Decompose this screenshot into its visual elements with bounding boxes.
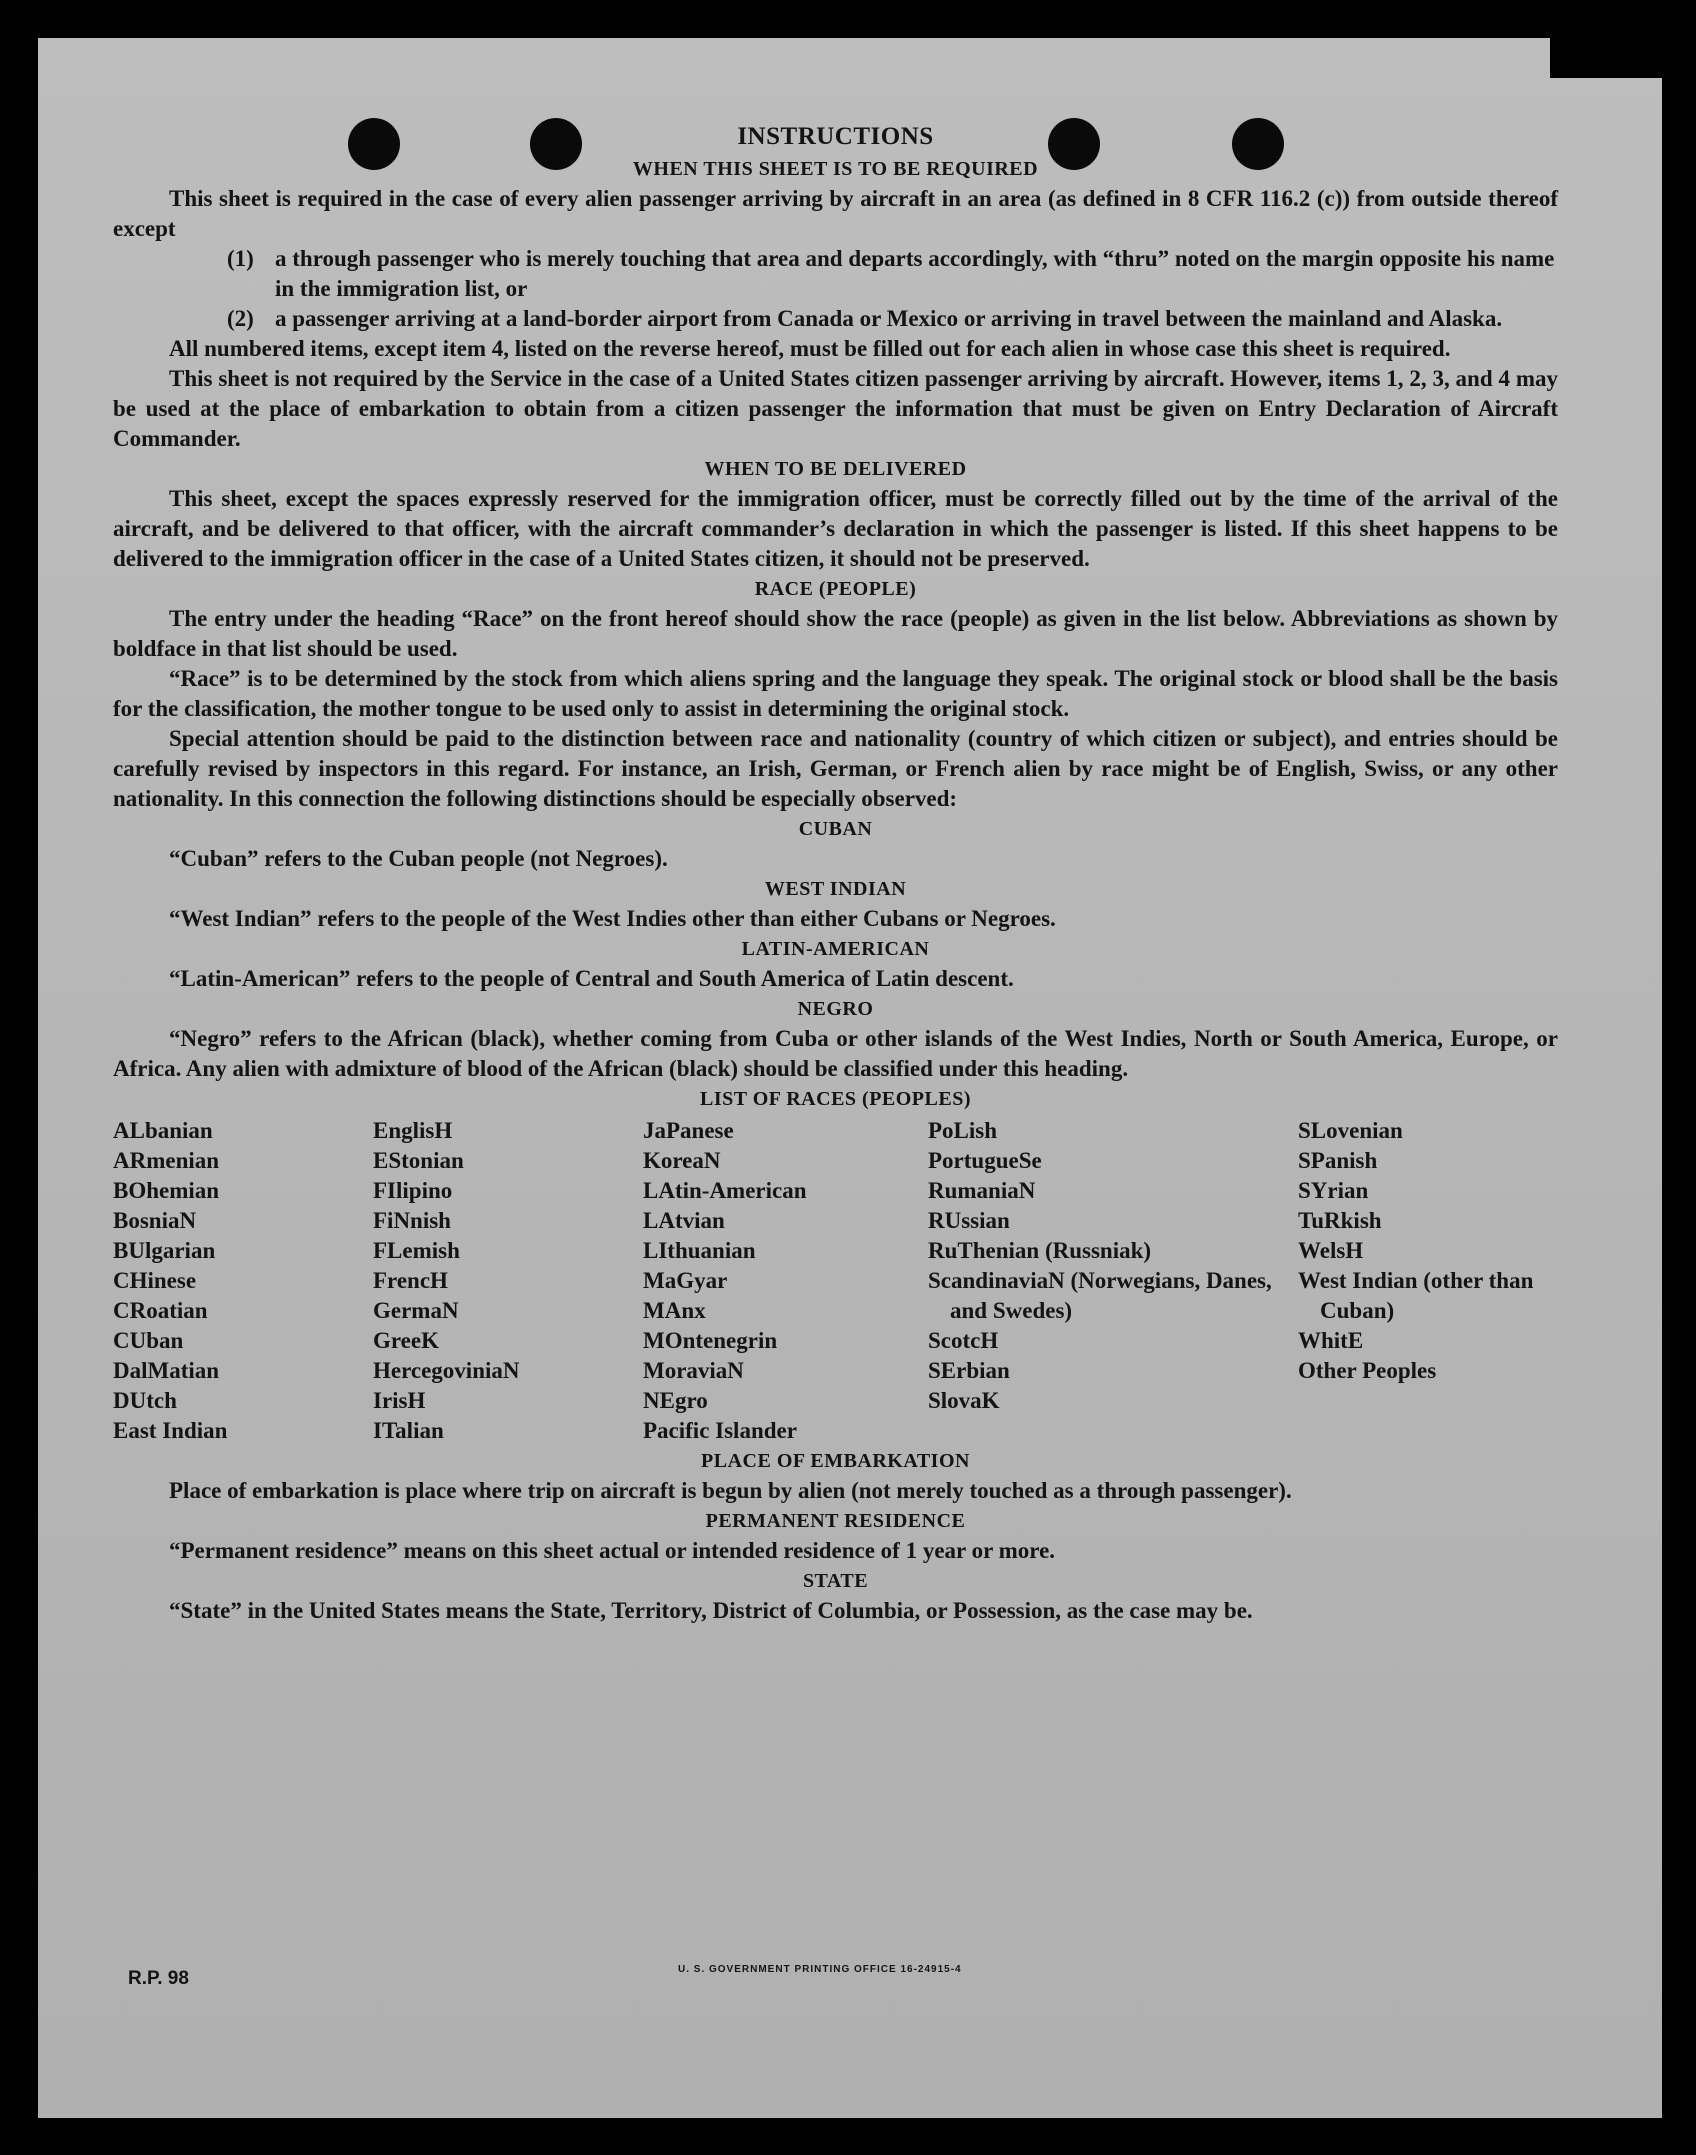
west-indian-definition: “West Indian” refers to the people of the West Indies other than either Cubans or Negroes.	[169, 906, 1056, 931]
heading-when-required: WHEN THIS SHEET IS TO BE REQUIRED	[632, 158, 1039, 180]
race-entry: East Indian	[113, 1418, 228, 1443]
heading-embarkation: PLACE OF EMBARKATION	[701, 1450, 970, 1472]
race-entry: RumaniaN	[928, 1178, 1036, 1203]
race-entry: SPanish	[1298, 1148, 1378, 1173]
race-entry: Other Peoples	[1298, 1358, 1437, 1383]
race-entry: FLemish	[373, 1238, 460, 1263]
printer-imprint: U. S. GOVERNMENT PRINTING OFFICE 16-24915-4	[678, 1964, 962, 1975]
heading-residence: PERMANENT RESIDENCE	[705, 1510, 966, 1532]
heading-latin-american: LATIN-AMERICAN	[741, 938, 930, 960]
races-column	[113, 1116, 373, 1446]
race-entry: CHinese	[113, 1268, 197, 1293]
race-entry: WelsH	[1298, 1238, 1364, 1263]
heading-west-indian: WEST INDIAN	[764, 878, 907, 900]
race-entry: WhitE	[1298, 1328, 1364, 1353]
state-definition: “State” in the United States means the State, Territory, District of Columbia, or Possession, as the case may be.	[169, 1598, 1253, 1623]
race-entry: MAnx	[643, 1298, 706, 1323]
race-paragraph-1: The entry under the heading “Race” on the front hereof should show the race (people) as given in the list below. Abbreviations as shown by boldface in that list should be used.	[113, 606, 1558, 661]
cuban-definition: “Cuban” refers to the Cuban people (not Negroes).	[169, 846, 668, 871]
race-entry: GreeK	[373, 1328, 439, 1353]
corner-notch	[1550, 38, 1662, 78]
exception-text: a passenger arriving at a land-border airport from Canada or Mexico or arriving in travel between the mainland and Alaska.	[275, 306, 1503, 331]
race-entry: Pacific Islander	[643, 1418, 797, 1443]
race-entry: EStonian	[373, 1148, 464, 1173]
race-entry: KoreaN	[643, 1148, 721, 1173]
race-entry: FrencH	[373, 1268, 448, 1293]
delivery-paragraph: This sheet, except the spaces expressly reserved for the immigration officer, must be correctly filled out by the time of the arrival of the aircraft, and be delivered to that officer, with the aircraft commander’s declaration in which the passenger is listed. If this sheet happens to be delivered to the immigration officer in the case of a United States citizen, it should not be preserved.	[113, 486, 1558, 571]
heading-negro: NEGRO	[797, 998, 874, 1020]
heading-race: RACE (PEOPLE)	[754, 578, 917, 600]
race-entry: EnglisH	[373, 1118, 453, 1143]
race-entry: HercegoviniaN	[373, 1358, 520, 1383]
race-entry: MoraviaN	[643, 1358, 744, 1383]
exception-number: (1)	[227, 246, 254, 271]
races-column	[373, 1116, 643, 1446]
race-entry: SYrian	[1298, 1178, 1369, 1203]
race-entry: ScandinaviaN (Norwegians, Danes, and Swedes)	[928, 1268, 1272, 1323]
races-list	[113, 1116, 1558, 1446]
race-entry: TuRkish	[1298, 1208, 1382, 1233]
races-column	[928, 1116, 1298, 1446]
race-entry: RuThenian (Russniak)	[928, 1238, 1152, 1263]
races-column	[643, 1116, 928, 1446]
exception-text: a through passenger who is merely touching that area and departs accordingly, with “thru” noted on the margin opposite his name in the immigration list, or	[275, 246, 1555, 301]
race-entry: CUban	[113, 1328, 184, 1353]
race-entry: SLovenian	[1298, 1118, 1403, 1143]
heading-list-of-races: LIST OF RACES (PEOPLES)	[699, 1088, 971, 1110]
race-entry: IrisH	[373, 1388, 426, 1413]
race-entry: ScotcH	[928, 1328, 999, 1353]
document-page	[38, 38, 1662, 2118]
race-entry: SlovaK	[928, 1388, 1000, 1413]
race-entry: ITalian	[373, 1418, 444, 1443]
race-entry: PortugueSe	[928, 1148, 1042, 1173]
race-entry: LAtvian	[643, 1208, 725, 1233]
form-number: R.P. 98	[128, 1968, 189, 1989]
when-required-intro: This sheet is required in the case of every alien passenger arriving by aircraft in an area (as defined in 8 CFR 116.2 (c)) from outside thereof except	[113, 186, 1558, 241]
race-entry: GermaN	[373, 1298, 459, 1323]
citizen-paragraph: This sheet is not required by the Service in the case of a United States citizen passenger arriving by aircraft. However, items 1, 2, 3, and 4 may be used at the place of embarkation to obtain from a citizen passenger the information that must be given on Entry Declaration of Aircraft Commander.	[113, 366, 1558, 451]
race-entry: LIthuanian	[643, 1238, 756, 1263]
heading-state: STATE	[802, 1570, 869, 1592]
race-entry: RUssian	[928, 1208, 1010, 1233]
heading-cuban: CUBAN	[798, 818, 873, 840]
exception-item	[113, 304, 1558, 334]
residence-definition: “Permanent residence” means on this sheet actual or intended residence of 1 year or more.	[169, 1538, 1056, 1563]
race-entry: CRoatian	[113, 1298, 208, 1323]
exception-item	[113, 244, 1558, 304]
race-entry: LAtin-American	[643, 1178, 807, 1203]
page-title: INSTRUCTIONS	[737, 123, 934, 150]
race-entry: JaPanese	[643, 1118, 734, 1143]
race-entry: ALbanian	[113, 1118, 213, 1143]
race-entry: West Indian (other than Cuban)	[1298, 1268, 1534, 1323]
race-entry: BOhemian	[113, 1178, 220, 1203]
instructions-content	[113, 120, 1558, 1626]
heading-when-delivered: WHEN TO BE DELIVERED	[704, 458, 967, 480]
race-entry: DUtch	[113, 1388, 177, 1413]
race-entry: DalMatian	[113, 1358, 220, 1383]
exception-number: (2)	[227, 306, 254, 331]
race-entry: ARmenian	[113, 1148, 220, 1173]
race-paragraph-3: Special attention should be paid to the distinction between race and nationality (country of which citizen or subject), and entries should be carefully revised by inspectors in this regard. For instance, an Irish, German, or French alien by race might be of English, Swiss, or any other nationality. In this connection the following distinctions should be especially observed:	[113, 726, 1558, 811]
race-entry: MOntenegrin	[643, 1328, 778, 1353]
embarkation-definition: Place of embarkation is place where trip on aircraft is begun by alien (not merely touched as a through passenger).	[169, 1478, 1292, 1503]
race-entry: FiNnish	[373, 1208, 451, 1233]
numbered-items-paragraph: All numbered items, except item 4, listed on the reverse hereof, must be filled out for each alien in whose case this sheet is required.	[169, 336, 1451, 361]
races-column	[1298, 1116, 1558, 1446]
race-entry: BUlgarian	[113, 1238, 216, 1263]
race-paragraph-2: “Race” is to be determined by the stock from which aliens spring and the language they speak. The original stock or blood shall be the basis for the classification, the mother tongue to be used only to assist in determining the original stock.	[113, 666, 1558, 721]
race-entry: FIlipino	[373, 1178, 453, 1203]
race-entry: SErbian	[928, 1358, 1010, 1383]
race-entry: NEgro	[643, 1388, 708, 1413]
race-entry: MaGyar	[643, 1268, 728, 1293]
race-entry: BosniaN	[113, 1208, 197, 1233]
latin-american-definition: “Latin-American” refers to the people of Central and South America of Latin descent.	[169, 966, 1014, 991]
race-entry: PoLish	[928, 1118, 998, 1143]
negro-definition: “Negro” refers to the African (black), whether coming from Cuba or other islands of the West Indies, North or South America, Europe, or Africa. Any alien with admixture of blood of the African (black) should be classified under this heading.	[113, 1026, 1558, 1081]
